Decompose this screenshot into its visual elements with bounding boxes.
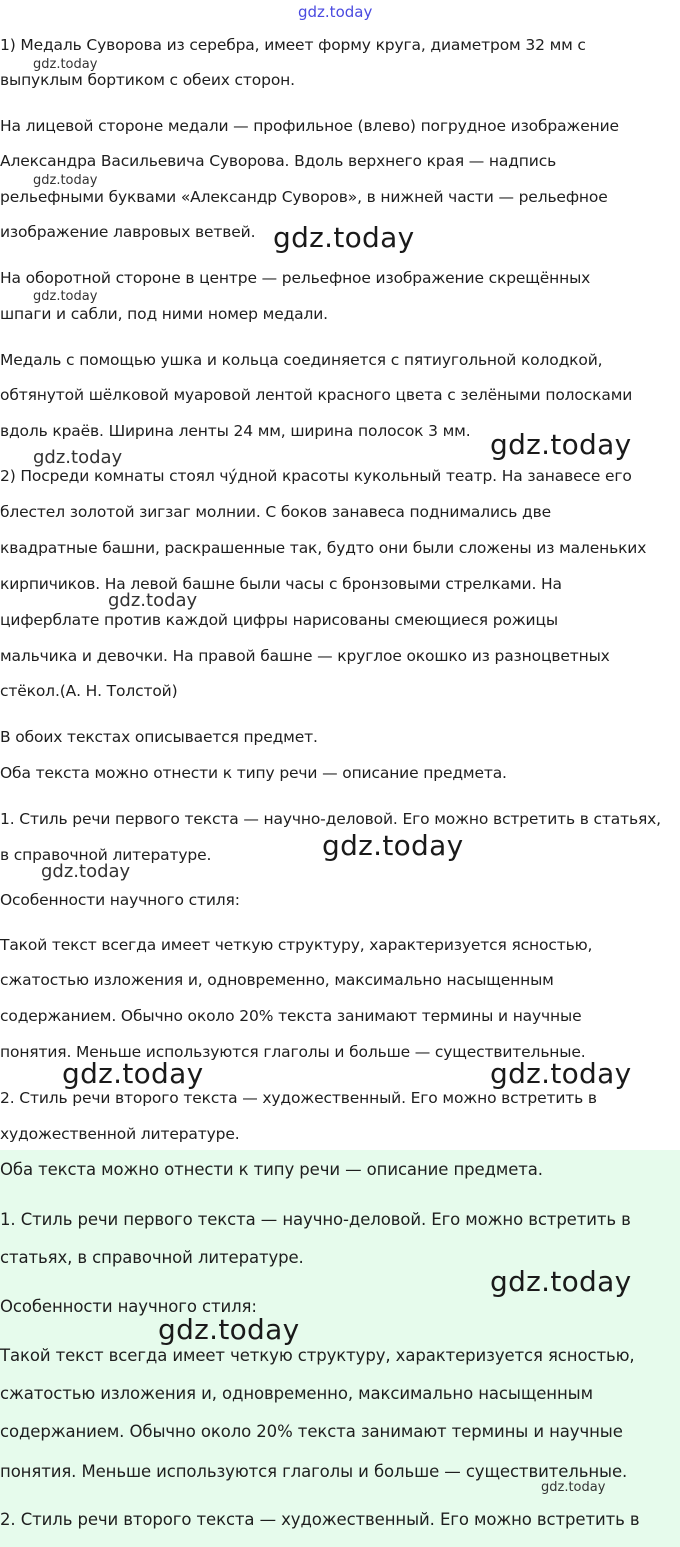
text-line: шпаги и сабли, под ними номер медали. (0, 305, 328, 323)
highlight-line: Такой текст всегда имеет четкую структуру, характеризуется ясностью, (0, 1346, 635, 1365)
text-line: 2) Посреди комнаты стоял чу́дной красоты кукольный театр. На занавесе его (0, 467, 632, 485)
text-line: кирпичиков. На левой башне были часы с бронзовыми стрелками. На (0, 575, 562, 593)
text-line: Александра Васильевича Суворова. Вдоль верхнего края — надпись (0, 152, 557, 170)
text-line: содержанием. Обычно около 20% текста занимают термины и научные (0, 1007, 582, 1025)
large-watermark: gdz.today (490, 428, 632, 461)
text-line: вдоль краёв. Ширина ленты 24 мм, ширина полосок 3 мм. (0, 422, 471, 440)
text-line: сжатостью изложения и, одновременно, максимально насыщенным (0, 971, 554, 989)
highlight-line: 1. Стиль речи первого текста — научно-деловой. Его можно встретить в (0, 1210, 631, 1229)
text-line: стёкол.(А. Н. Толстой) (0, 682, 178, 700)
text-line: понятия. Меньше используются глаголы и больше — существительные. (0, 1043, 586, 1061)
text-line: выпуклым бортиком с обеих сторон. (0, 71, 295, 89)
large-watermark: gdz.today (273, 221, 415, 254)
text-line: Особенности научного стиля: (0, 891, 240, 909)
text-line: блестел золотой зигзаг молнии. С боков занавеса поднимались две (0, 503, 551, 521)
highlight-line: Оба текста можно отнести к типу речи — описание предмета. (0, 1160, 543, 1179)
text-line: циферблате против каждой цифры нарисованы смеющиеся рожицы (0, 611, 558, 629)
text-line: Такой текст всегда имеет четкую структуру, характеризуется ясностью, (0, 936, 593, 954)
highlight-line: содержанием. Обычно около 20% текста занимают термины и научные (0, 1422, 623, 1441)
text-line: 2. Стиль речи второго текста — художественный. Его можно встретить в (0, 1089, 597, 1107)
text-line: 1. Стиль речи первого текста — научно-деловой. Его можно встретить в статьях, (0, 810, 661, 828)
large-watermark: gdz.today (322, 829, 464, 862)
large-watermark: gdz.today (158, 1313, 300, 1346)
highlight-line: понятия. Меньше используются глаголы и больше — существительные. (0, 1462, 628, 1481)
medium-watermark: gdz.today (41, 861, 131, 882)
text-line: рельефными буквами «Александр Суворов», в нижней части — рельефное (0, 188, 608, 206)
small-watermark: gdz.today (33, 173, 98, 188)
text-line: На оборотной стороне в центре — рельефное изображение скрещённых (0, 269, 591, 287)
highlight-line: 2. Стиль речи второго текста — художественный. Его можно встретить в (0, 1510, 640, 1529)
small-watermark: gdz.today (33, 57, 98, 72)
text-line: мальчика и девочки. На правой башне — круглое окошко из разноцветных (0, 647, 610, 665)
medium-watermark: gdz.today (33, 447, 123, 468)
large-watermark: gdz.today (62, 1057, 204, 1090)
small-watermark: gdz.today (541, 1480, 606, 1495)
highlight-line: Особенности научного стиля: (0, 1297, 257, 1316)
text-line: 1) Медаль Суворова из серебра, имеет форму круга, диаметром 32 мм с (0, 36, 586, 54)
text-line: в справочной литературе. (0, 846, 212, 864)
text-line: Медаль с помощью ушка и кольца соединяется с пятиугольной колодкой, (0, 351, 603, 369)
text-line: квадратные башни, раскрашенные так, будто они были сложены из маленьких (0, 539, 647, 557)
text-line: На лицевой стороне медали — профильное (влево) погрудное изображение (0, 117, 619, 135)
small-watermark: gdz.today (33, 289, 98, 304)
text-line: изображение лавровых ветвей. (0, 223, 256, 241)
top-watermark: gdz.today (298, 3, 373, 21)
large-watermark: gdz.today (490, 1265, 632, 1298)
text-line: Оба текста можно отнести к типу речи — описание предмета. (0, 764, 507, 782)
large-watermark: gdz.today (490, 1057, 632, 1090)
highlight-line: сжатостью изложения и, одновременно, максимально насыщенным (0, 1384, 593, 1403)
highlight-line: статьях, в справочной литературе. (0, 1248, 304, 1267)
medium-watermark: gdz.today (108, 590, 198, 611)
text-line: обтянутой шёлковой муаровой лентой красного цвета с зелёными полосками (0, 386, 633, 404)
text-line: художественной литературе. (0, 1125, 240, 1143)
text-line: В обоих текстах описывается предмет. (0, 728, 318, 746)
